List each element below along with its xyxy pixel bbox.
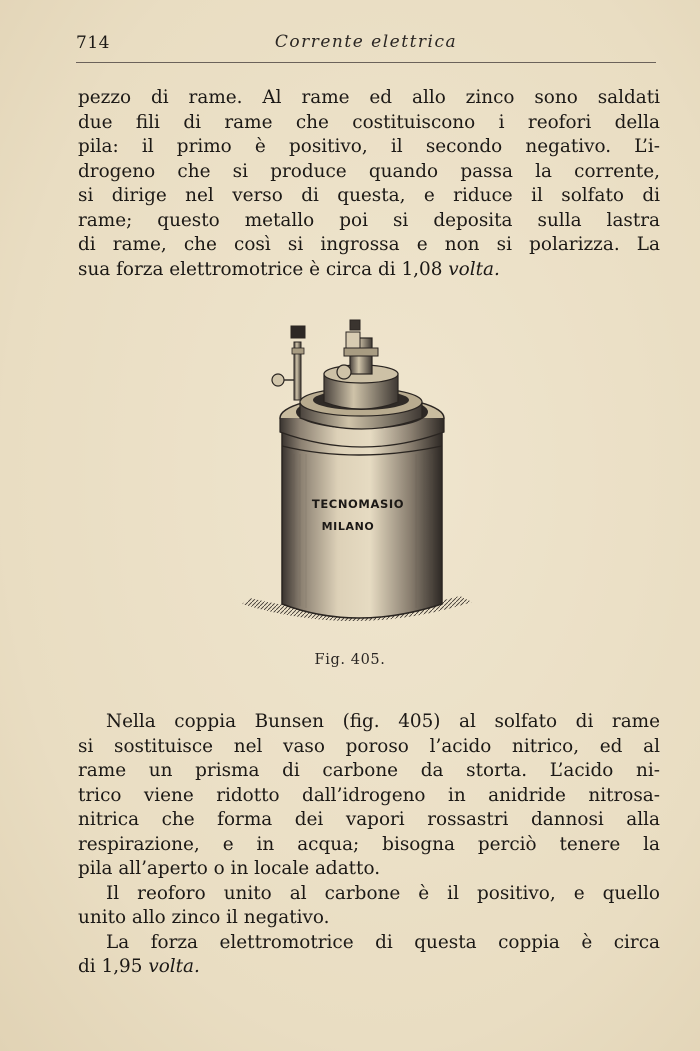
figure-caption: Fig. 405. (314, 652, 386, 668)
voltage-sentence: di 1,95 (78, 956, 143, 977)
text-line: nitrica che forma dei vapori rossastri dannosi alla (78, 809, 660, 830)
maker-label-line1: TECNOMASIO (311, 497, 405, 511)
terminal-screw-right (350, 320, 360, 330)
text-line: pezzo di rame. Al rame ed allo zinco sono saldati (78, 87, 660, 108)
text-line: pila: il primo è positivo, il secondo negativo. L’i- (78, 136, 660, 157)
text-line: pila all’aperto o in locale adatto. (78, 858, 381, 879)
text-line: trico viene ridotto dall’idrogeno in anidride nitrosa- (78, 784, 660, 806)
text-line: respirazione, e in acqua; bisogna perciò tenere la (78, 833, 660, 855)
text-line: due fili di rame che costituiscono i reofori della (78, 111, 660, 133)
volt-unit: volta. (148, 956, 200, 977)
maker-label-line2: MILANO (321, 520, 375, 533)
text-line: unito allo zinco il negativo. (78, 907, 330, 928)
text-line: Il reoforo unito al carbone è il positivo, e quello (106, 882, 660, 904)
text-line: drogeno che si produce quando passa la corrente, (78, 160, 660, 182)
header-rule (76, 62, 656, 63)
text-line (78, 258, 660, 283)
text-line (78, 955, 660, 980)
volt-unit: volta. (448, 258, 500, 280)
bunsen-cell-illustration (236, 314, 476, 634)
running-title: Corrente elettrica (274, 32, 458, 52)
voltage-sentence: sua forza elettromotrice è circa di 1,08 (78, 258, 443, 280)
text-line: Nella coppia Bunsen (fig. 405) al solfato di rame (106, 711, 660, 732)
text-line: rame un prisma di carbone da storta. L’acido ni- (78, 760, 660, 781)
paragraph-1 (78, 86, 660, 282)
text-line: La forza elettromotrice di questa coppia è circa (106, 931, 660, 953)
paragraph-2 (78, 710, 660, 980)
text-line: si dirige nel verso di questa, e riduce il solfato di (78, 185, 660, 206)
page-header (76, 30, 656, 54)
text-line: rame; questo metallo poi si deposita sulla lastra (78, 209, 660, 231)
text-line: si sostituisce nel vaso poroso l’acido nitrico, ed al (78, 735, 660, 757)
figure-405-bunsen-cell (236, 314, 476, 634)
text-line: di rame, che così si ingrossa e non si polarizza. La (78, 234, 660, 255)
page-number: 714 (76, 33, 110, 53)
